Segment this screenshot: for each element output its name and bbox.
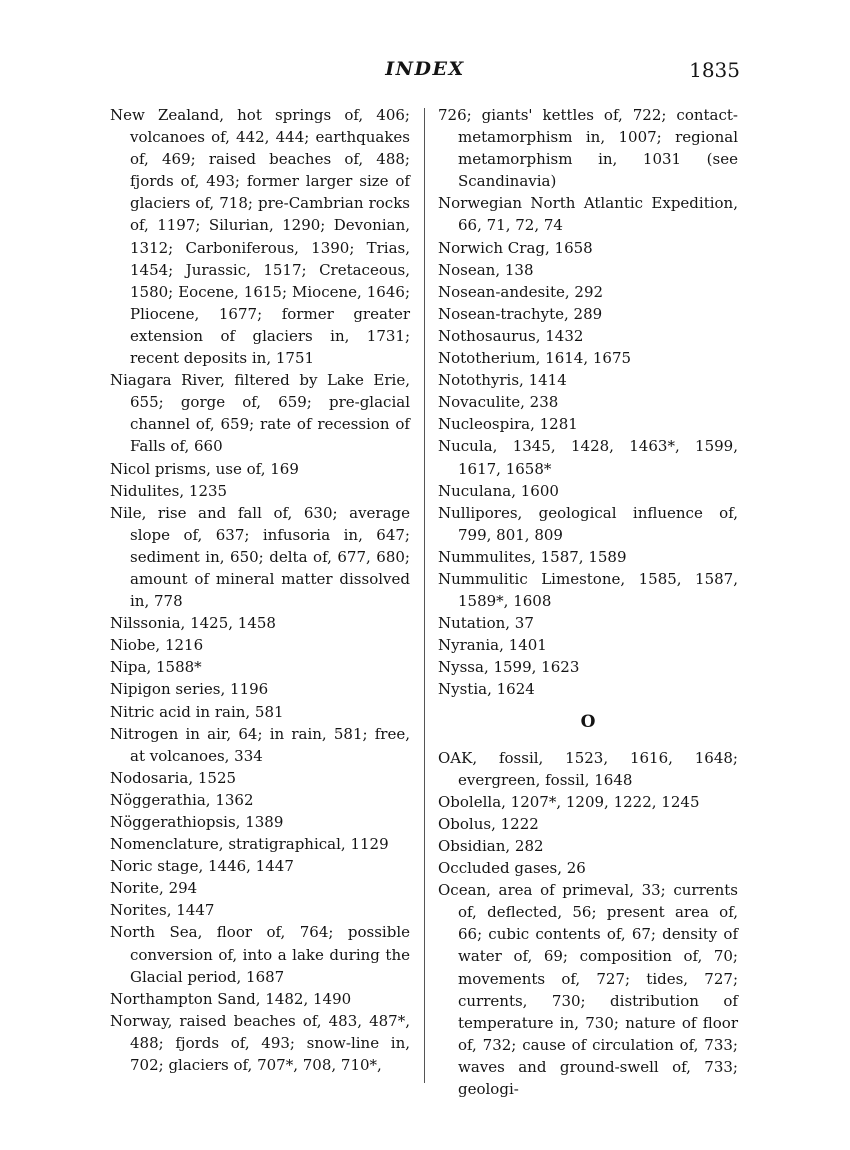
- index-entry: 726; giants' kettles of, 722; contact-metamorphism in, 1007; regional metamorphism in, 1031 (see Scandinavia): [438, 106, 738, 191]
- index-entry: Norwich Crag, 1658: [438, 238, 593, 257]
- index-entry: Nummulitic Limestone, 1585, 1587, 1589*, 1608: [438, 569, 738, 611]
- index-entry: Nyrania, 1401: [438, 636, 547, 655]
- o-entries: [438, 747, 738, 1101]
- index-entry: Nucleospira, 1281: [438, 415, 578, 434]
- index-entry: Nystia, 1624: [438, 680, 535, 699]
- index-entry: Nilssonia, 1425, 1458: [110, 614, 276, 633]
- index-entry: Nicol prisms, use of, 169: [110, 459, 299, 478]
- index-entry: OAK, fossil, 1523, 1616, 1648; evergreen, fossil, 1648: [438, 748, 738, 789]
- index-entry: Nosean-andesite, 292: [438, 282, 604, 301]
- index-entry: Nöggerathia, 1362: [110, 790, 254, 809]
- left-column: [110, 104, 410, 1076]
- index-entry: Obolus, 1222: [438, 814, 539, 833]
- index-entry: Nothosaurus, 1432: [438, 326, 584, 345]
- index-entry: Nile, rise and fall of, 630; average slope of, 637; infusoria in, 647; sediment in, 650; delta of, 677, 680; amount of mineral matter dissolved in, 778: [110, 503, 410, 611]
- index-entry: Nuculana, 1600: [438, 481, 559, 500]
- index-entry: Northampton Sand, 1482, 1490: [110, 989, 352, 1008]
- right-column: [438, 104, 738, 1100]
- page-number: 1835: [689, 58, 740, 82]
- index-entry: Nosean, 138: [438, 260, 534, 279]
- index-entry: Obolella, 1207*, 1209, 1222, 1245: [438, 792, 700, 811]
- index-entry: Norite, 294: [110, 879, 198, 898]
- index-entry: Nummulites, 1587, 1589: [438, 547, 627, 566]
- index-entry: Nipa, 1588*: [110, 658, 202, 677]
- column-divider: [424, 108, 425, 1083]
- index-entry: Occluded gases, 26: [438, 859, 586, 878]
- index-entry: Nidulites, 1235: [110, 481, 228, 500]
- index-entry: Nomenclature, stratigraphical, 1129: [110, 835, 389, 854]
- index-entry: Nodosaria, 1525: [110, 768, 237, 787]
- index-entry: Novaculite, 238: [438, 393, 559, 412]
- index-entry: Nototherium, 1614, 1675: [438, 349, 632, 368]
- index-entry: Norites, 1447: [110, 901, 215, 920]
- index-entry: Ocean, area of primeval, 33; currents of, deflected, 56; present area of, 66; cubic contents of, 67; density of water of, 69; composition of, 70; movements of, 727; tides, 727; currents, 730; distribution of temperature in, 730; nature of floor of, 732; cause of circulation of, 733; waves and ground-swell of, 733; geologi-: [438, 881, 738, 1099]
- index-entry: Nullipores, geological influence of, 799, 801, 809: [438, 503, 738, 544]
- index-entry: Noric stage, 1446, 1447: [110, 857, 294, 876]
- index-entry: Nosean-trachyte, 289: [438, 304, 603, 323]
- page-header: [110, 58, 740, 88]
- index-entry: Nipigon series, 1196: [110, 680, 269, 699]
- index-entry: Nitrogen in air, 64; in rain, 581; free, at volcanoes, 334: [110, 724, 410, 765]
- index-entry: Notothyris, 1414: [438, 371, 567, 390]
- page-title: INDEX: [385, 58, 465, 80]
- index-entry: Nitric acid in rain, 581: [110, 702, 284, 721]
- index-entry: Norway, raised beaches of, 483, 487*, 488; fjords of, 493; snow-line in, 702; glaciers of, 707*, 708, 710*,: [110, 1011, 410, 1075]
- n-entries: [438, 104, 738, 701]
- index-entry: Niagara River, filtered by Lake Erie, 655; gorge of, 659; pre-glacial channel of, 659; rate of recession of Falls of, 660: [110, 371, 410, 456]
- index-entry: Nöggerathiopsis, 1389: [110, 813, 284, 831]
- index-entry: Nucula, 1345, 1428, 1463*, 1599, 1617, 1658*: [438, 437, 738, 478]
- section-letter: O: [580, 711, 596, 732]
- index-entry: Obsidian, 282: [438, 837, 544, 855]
- index-entry: Niobe, 1216: [110, 636, 204, 655]
- index-entry: Nyssa, 1599, 1623: [438, 658, 580, 677]
- index-entry: Nutation, 37: [438, 614, 534, 633]
- index-entry: New Zealand, hot springs of, 406; volcanoes of, 442, 444; earthquakes of, 469; raised beaches of, 488; fjords of, 493; former larger size of glaciers of, 718; pre-Cambrian rocks of, 1197; Silurian, 1290; Devonian, 1312; Carboniferous, 1390; Trias, 1454; Jurassic, 1517; Cretaceous, 1580; Eocene, 1615; Miocene, 1646; Pliocene, 1677; former greater extension of glaciers in, 1731; recent deposits in, 1751: [110, 106, 410, 368]
- index-entry: North Sea, floor of, 764; possible conversion of, into a lake during the Glacial period, 1687: [110, 923, 410, 986]
- index-entry: Norwegian North Atlantic Expedition, 66, 71, 72, 74: [438, 194, 738, 235]
